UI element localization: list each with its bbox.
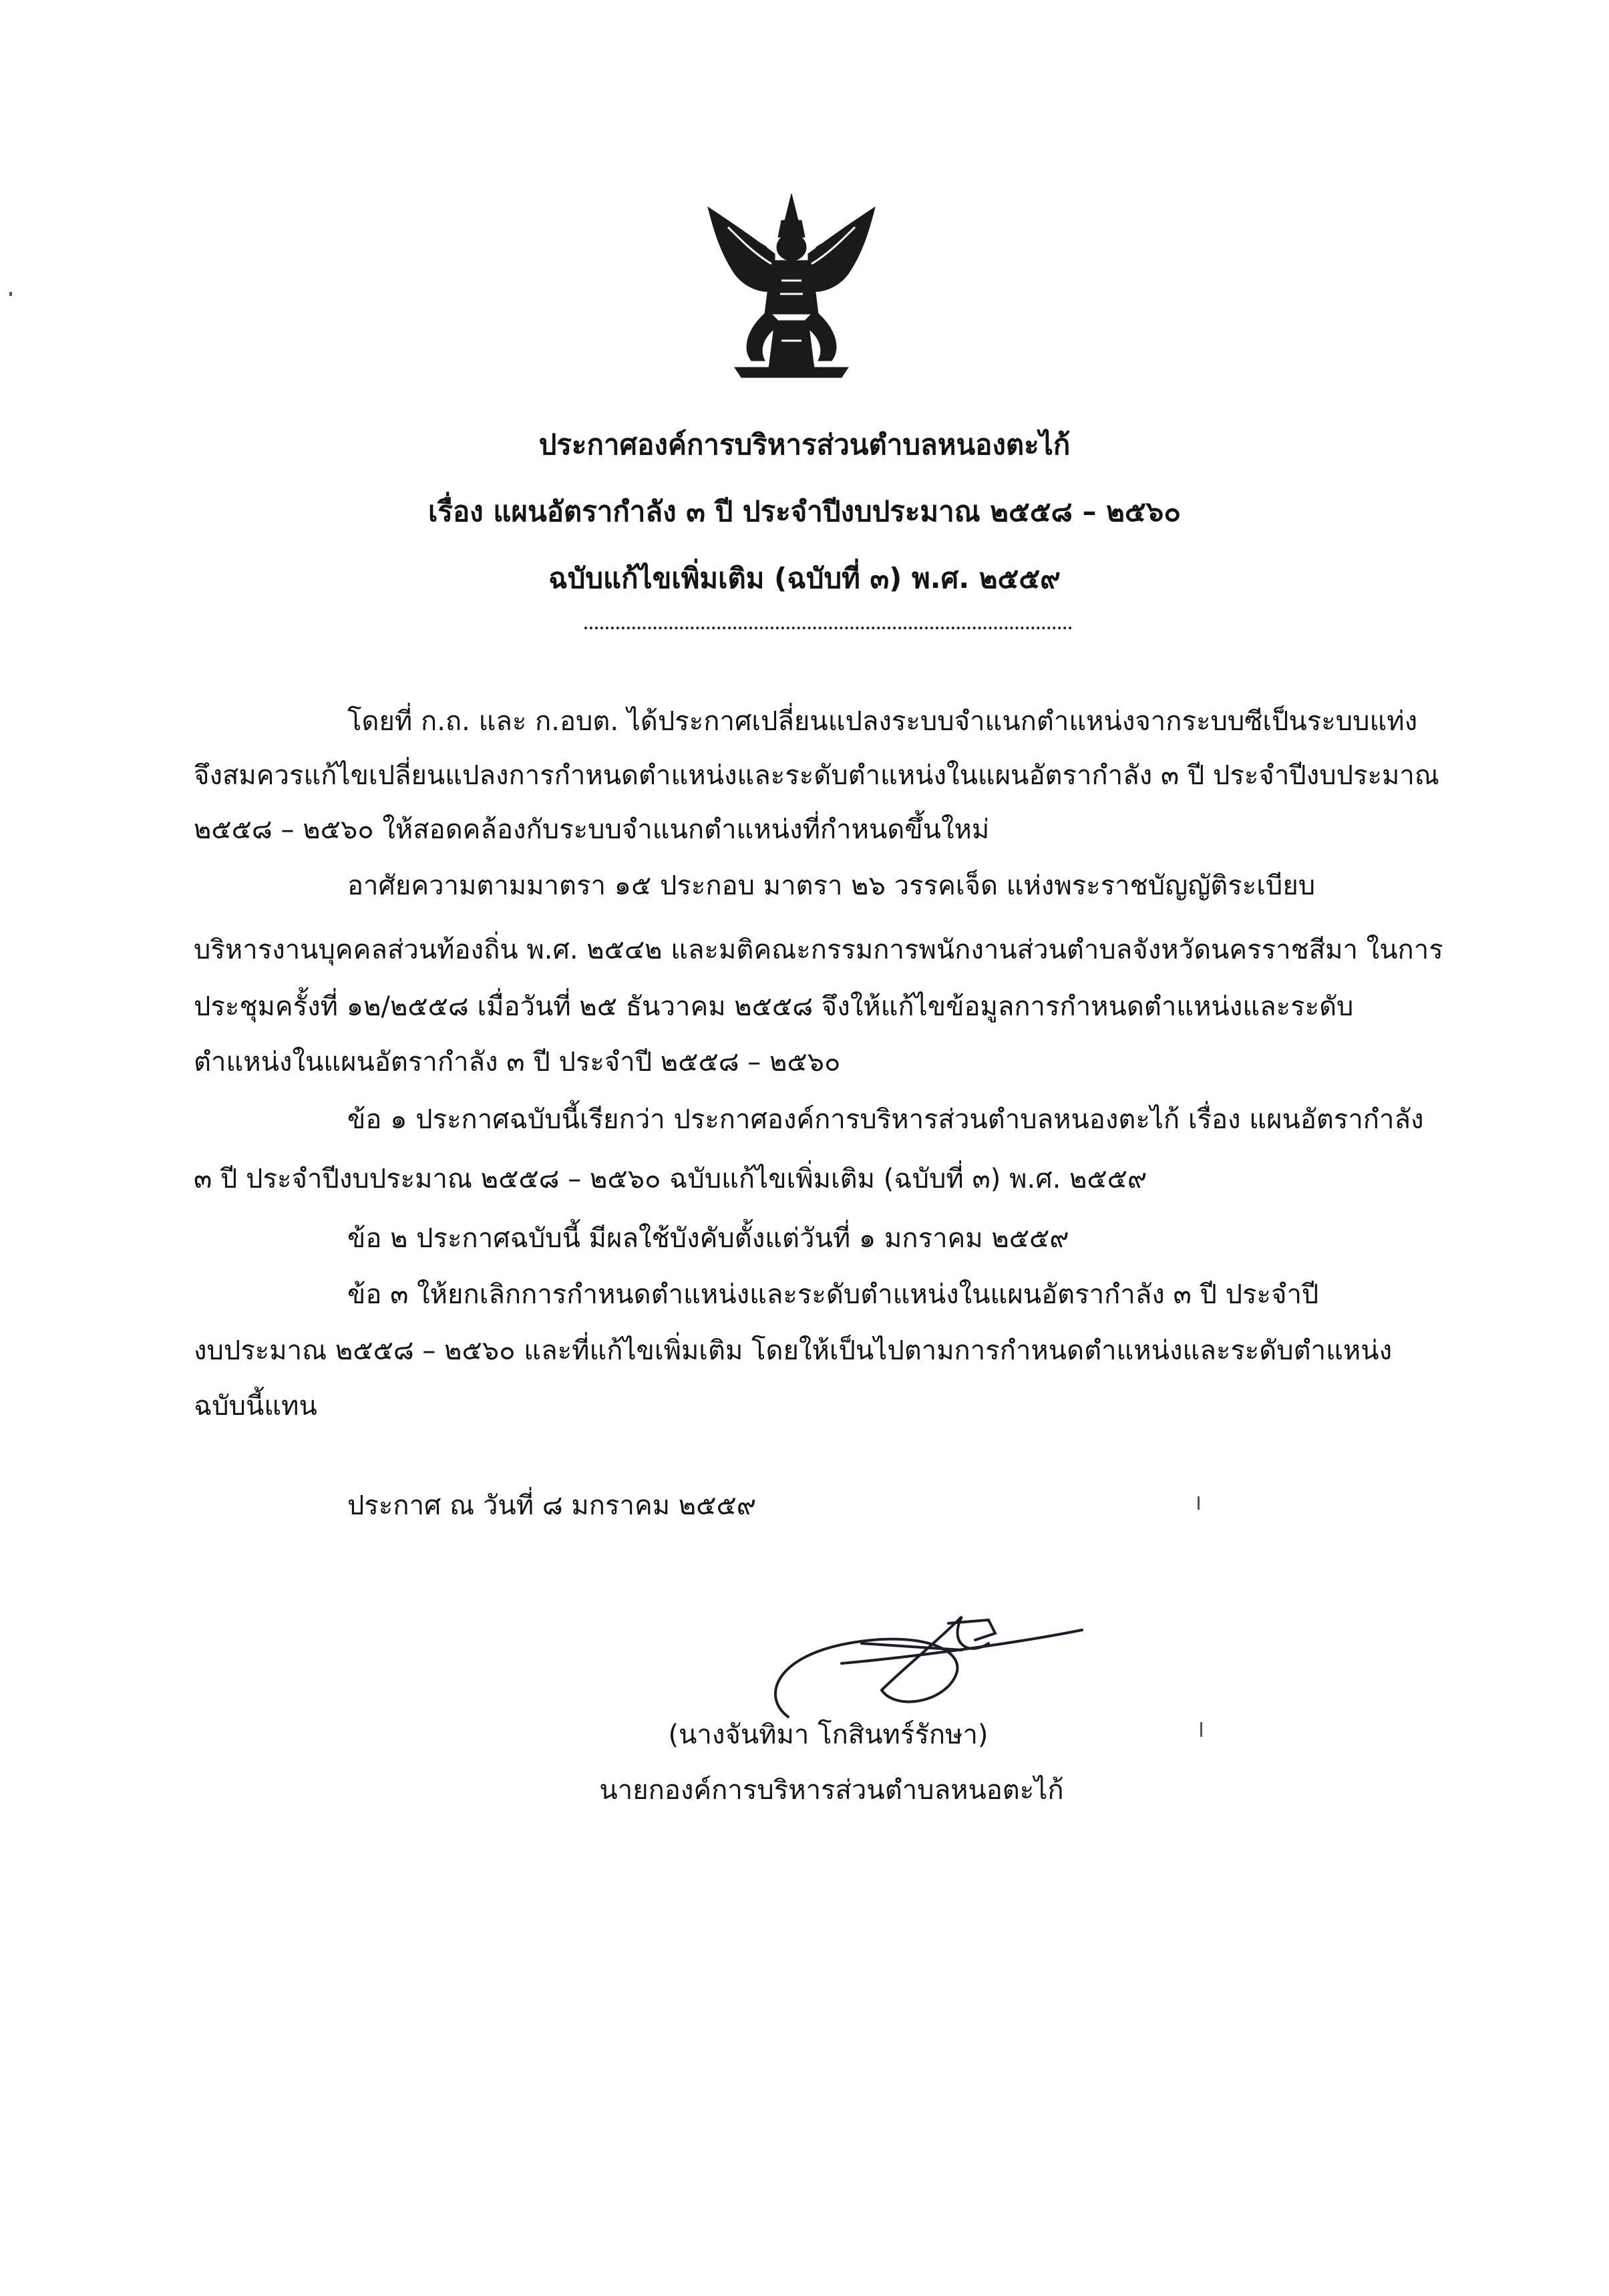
scan-speck	[9, 292, 12, 296]
scan-speck	[1198, 1496, 1200, 1510]
paragraph-1-line-3: ๒๕๕๘ – ๒๕๖๐ ให้สอดคล้องกับระบบจำแนกตำแหน่งที่กำหนดขึ้นใหม่	[194, 814, 990, 845]
signer-title: นายกองค์การบริหารส่วนตำบลหนอตะไก้	[599, 1775, 1064, 1806]
clause-3-line-3: ฉบับนี้แทน	[194, 1391, 317, 1422]
garuda-emblem-icon	[688, 180, 895, 387]
clause-3-line-1: ข้อ ๓ ให้ยกเลิกการกำหนดตำแหน่งและระดับตำแหน่งในแผนอัตรากำลัง ๓ ปี ประจำปี	[347, 1279, 1319, 1310]
paragraph-1-line-1: โดยที่ ก.ถ. และ ก.อบต. ได้ประกาศเปลี่ยนแปลงระบบจำแนกตำแหน่งจากระบบซีเป็นระบบแท่ง	[347, 706, 1418, 737]
announcement-date: ประกาศ ณ วันที่ ๘ มกราคม ๒๕๕๙	[347, 1490, 757, 1521]
clause-1-line-2: ๓ ปี ประจำปีงบประมาณ ๒๕๕๘ – ๒๕๖๐ ฉบับแก้ไขเพิ่มเติม (ฉบับที่ ๓) พ.ศ. ๒๕๕๙	[194, 1164, 1147, 1194]
title-divider	[584, 620, 1072, 629]
signature-icon	[748, 1603, 1095, 1724]
clause-1-line-1: ข้อ ๑ ประกาศฉบับนี้เรียกว่า ประกาศองค์การบริหารส่วนตำบลหนองตะไก้ เรื่อง แผนอัตรากำลัง	[347, 1104, 1424, 1135]
clause-2-line-1: ข้อ ๒ ประกาศฉบับนี้ มีผลใช้บังคับตั้งแต่วันที่ ๑ มกราคม ๒๕๕๙	[347, 1223, 1069, 1254]
scan-speck	[1200, 1722, 1202, 1737]
paragraph-1-line-2: จึงสมควรแก้ไขเปลี่ยนแปลงการกำหนดตำแหน่งและระดับตำแหน่งในแผนอัตรากำลัง ๓ ปี ประจำปีงบประมาณ	[194, 760, 1439, 791]
signer-name: (นางจันทิมา โกสินทร์รักษา)	[668, 1719, 989, 1750]
paragraph-2-line-4: ตำแหน่งในแผนอัตรากำลัง ๓ ปี ประจำปี ๒๕๕๘ – ๒๕๖๐	[194, 1047, 841, 1078]
paragraph-2-line-2: บริหารงานบุคคลส่วนท้องถิ่น พ.ศ. ๒๕๔๒ และมติคณะกรรมการพนักงานส่วนตำบลจังหวัดนครราชสีมา ในการ	[194, 935, 1443, 965]
clause-3-line-2: งบประมาณ ๒๕๕๘ – ๒๕๖๐ และที่แก้ไขเพิ่มเติม โดยให้เป็นไปตามการกำหนดตำแหน่งและระดับตำแหน่ง	[194, 1335, 1393, 1366]
paragraph-2-line-3: ประชุมครั้งที่ ๑๒/๒๕๕๘ เมื่อวันที่ ๒๕ ธันวาคม ๒๕๕๘ จึงให้แก้ไขข้อมูลการกำหนดตำแหน่งและระดับ	[194, 991, 1354, 1022]
title-line-1: ประกาศองค์การบริหารส่วนตำบลหนองตะไก้	[538, 428, 1071, 461]
title-line-3: ฉบับแก้ไขเพิ่มเติม (ฉบับที่ ๓) พ.ศ. ๒๕๕๙	[548, 562, 1061, 595]
paragraph-2-line-1: อาศัยความตามมาตรา ๑๕ ประกอบ มาตรา ๒๖ วรรคเจ็ด แห่งพระราชบัญญัติระเบียบ	[347, 870, 1316, 901]
title-line-2: เรื่อง แผนอัตรากำลัง ๓ ปี ประจำปีงบประมาณ ๒๕๕๘ – ๒๕๖๐	[428, 495, 1181, 528]
